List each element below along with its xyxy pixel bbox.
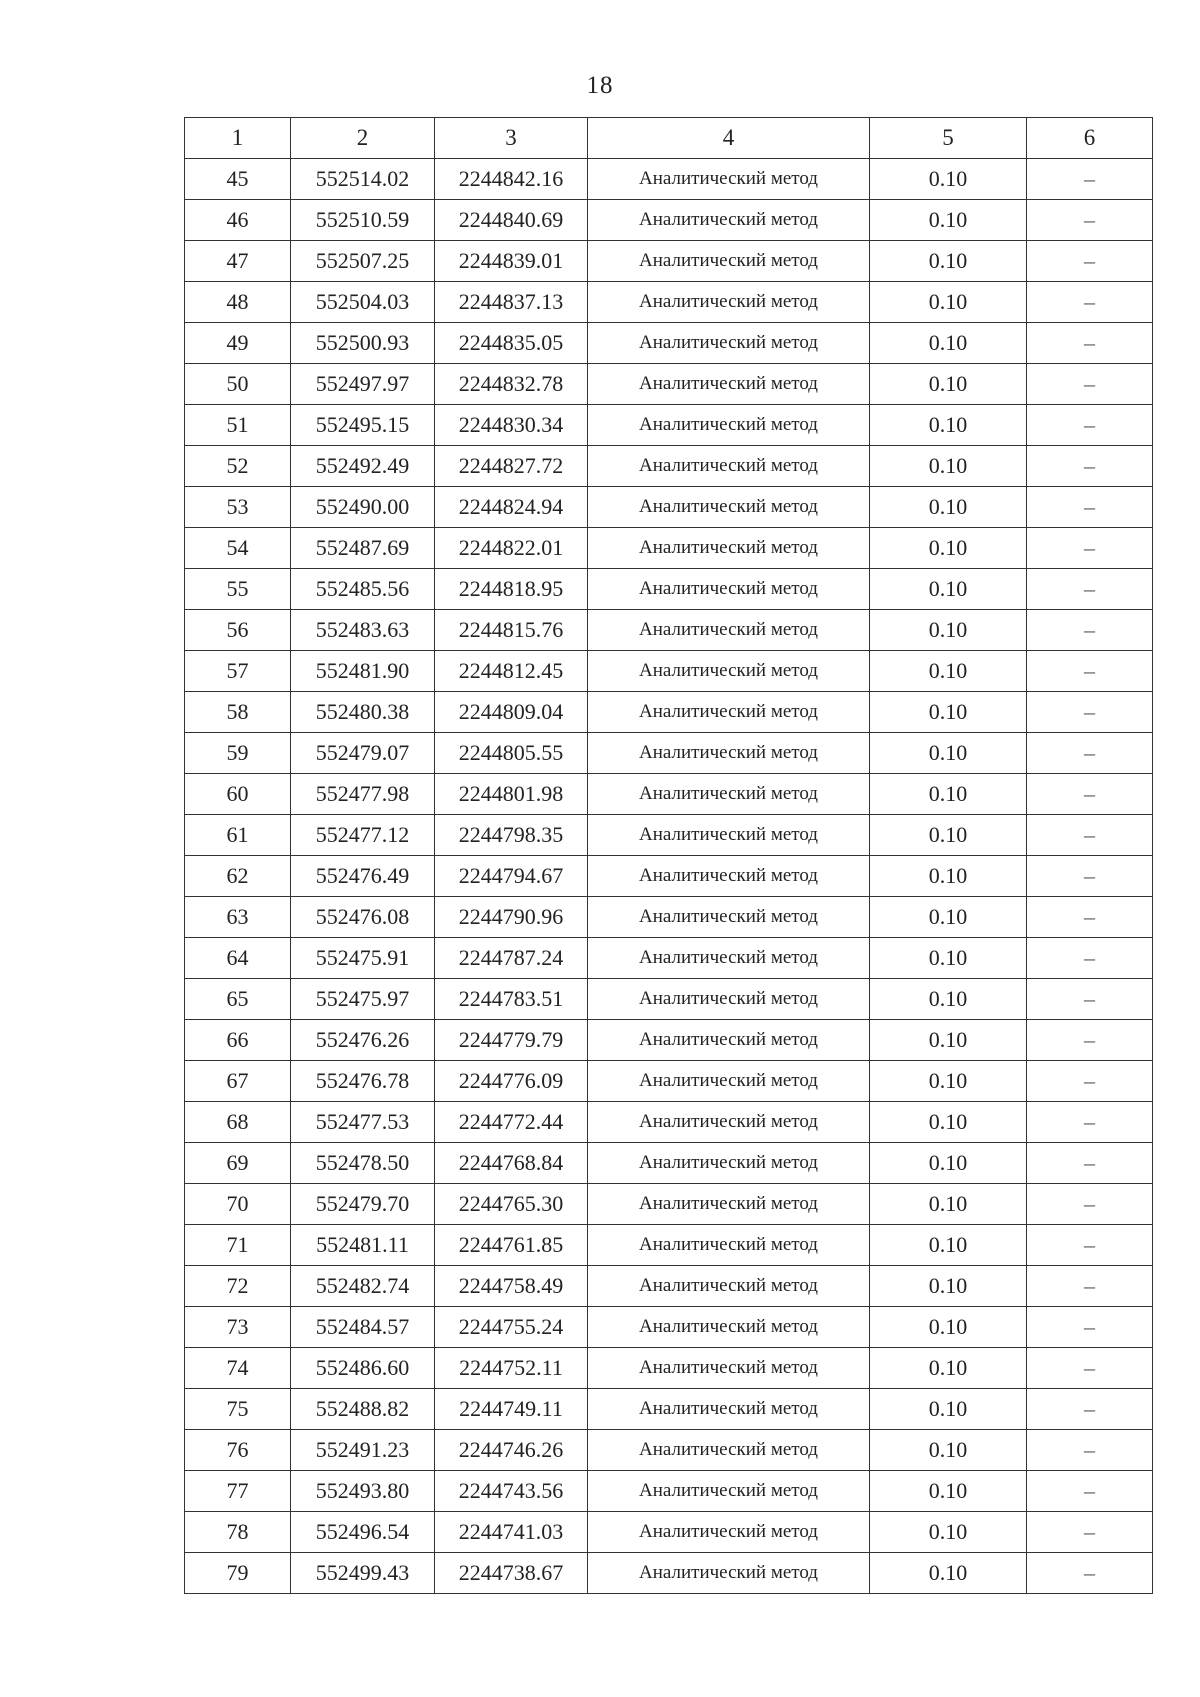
x-coordinate-cell: 552499.43 [291,1553,435,1594]
accuracy-cell: 0.10 [870,815,1027,856]
point-number-cell: 71 [185,1225,291,1266]
y-coordinate-cell: 2244837.13 [435,282,588,323]
x-coordinate-cell: 552492.49 [291,446,435,487]
method-cell: Аналитический метод [588,692,870,733]
method-cell: Аналитический метод [588,200,870,241]
x-coordinate-cell: 552495.15 [291,405,435,446]
x-coordinate-cell: 552485.56 [291,569,435,610]
accuracy-cell: 0.10 [870,200,1027,241]
table-row [185,323,1153,364]
method-cell: Аналитический метод [588,159,870,200]
note-cell: – [1027,446,1153,487]
point-number-cell: 45 [185,159,291,200]
y-coordinate-cell: 2244794.67 [435,856,588,897]
y-coordinate-cell: 2244818.95 [435,569,588,610]
accuracy-cell: 0.10 [870,241,1027,282]
method-cell: Аналитический метод [588,1184,870,1225]
table-row [185,692,1153,733]
y-coordinate-cell: 2244768.84 [435,1143,588,1184]
y-coordinate-cell: 2244752.11 [435,1348,588,1389]
y-coordinate-cell: 2244822.01 [435,528,588,569]
y-coordinate-cell: 2244772.44 [435,1102,588,1143]
table-row [185,159,1153,200]
point-number-cell: 61 [185,815,291,856]
point-number-cell: 46 [185,200,291,241]
table-row [185,856,1153,897]
method-cell: Аналитический метод [588,405,870,446]
table-row [185,1430,1153,1471]
y-coordinate-cell: 2244776.09 [435,1061,588,1102]
note-cell: – [1027,1307,1153,1348]
accuracy-cell: 0.10 [870,1102,1027,1143]
note-cell: – [1027,1020,1153,1061]
column-header-3: 3 [435,118,588,159]
note-cell: – [1027,1061,1153,1102]
method-cell: Аналитический метод [588,528,870,569]
note-cell: – [1027,815,1153,856]
table-row [185,1307,1153,1348]
point-number-cell: 64 [185,938,291,979]
table-row [185,1020,1153,1061]
note-cell: – [1027,1348,1153,1389]
accuracy-cell: 0.10 [870,1266,1027,1307]
x-coordinate-cell: 552480.38 [291,692,435,733]
point-number-cell: 76 [185,1430,291,1471]
accuracy-cell: 0.10 [870,1389,1027,1430]
point-number-cell: 54 [185,528,291,569]
method-cell: Аналитический метод [588,897,870,938]
y-coordinate-cell: 2244835.05 [435,323,588,364]
x-coordinate-cell: 552514.02 [291,159,435,200]
accuracy-cell: 0.10 [870,1225,1027,1266]
note-cell: – [1027,1512,1153,1553]
y-coordinate-cell: 2244824.94 [435,487,588,528]
y-coordinate-cell: 2244801.98 [435,774,588,815]
note-cell: – [1027,733,1153,774]
accuracy-cell: 0.10 [870,774,1027,815]
table-row [185,1389,1153,1430]
point-number-cell: 67 [185,1061,291,1102]
point-number-cell: 52 [185,446,291,487]
y-coordinate-cell: 2244738.67 [435,1553,588,1594]
method-cell: Аналитический метод [588,487,870,528]
y-coordinate-cell: 2244840.69 [435,200,588,241]
note-cell: – [1027,774,1153,815]
x-coordinate-cell: 552477.12 [291,815,435,856]
table-row [185,528,1153,569]
y-coordinate-cell: 2244758.49 [435,1266,588,1307]
point-number-cell: 77 [185,1471,291,1512]
method-cell: Аналитический метод [588,1553,870,1594]
method-cell: Аналитический метод [588,241,870,282]
method-cell: Аналитический метод [588,1020,870,1061]
table-row [185,1061,1153,1102]
accuracy-cell: 0.10 [870,1348,1027,1389]
x-coordinate-cell: 552475.91 [291,938,435,979]
method-cell: Аналитический метод [588,364,870,405]
point-number-cell: 79 [185,1553,291,1594]
accuracy-cell: 0.10 [870,1307,1027,1348]
note-cell: – [1027,897,1153,938]
x-coordinate-cell: 552483.63 [291,610,435,651]
point-number-cell: 63 [185,897,291,938]
note-cell: – [1027,1553,1153,1594]
point-number-cell: 62 [185,856,291,897]
method-cell: Аналитический метод [588,1348,870,1389]
method-cell: Аналитический метод [588,774,870,815]
accuracy-cell: 0.10 [870,938,1027,979]
method-cell: Аналитический метод [588,1307,870,1348]
table-row [185,979,1153,1020]
y-coordinate-cell: 2244790.96 [435,897,588,938]
table-row [185,1266,1153,1307]
x-coordinate-cell: 552507.25 [291,241,435,282]
accuracy-cell: 0.10 [870,979,1027,1020]
note-cell: – [1027,528,1153,569]
accuracy-cell: 0.10 [870,364,1027,405]
x-coordinate-cell: 552481.11 [291,1225,435,1266]
point-number-cell: 57 [185,651,291,692]
y-coordinate-cell: 2244812.45 [435,651,588,692]
method-cell: Аналитический метод [588,815,870,856]
x-coordinate-cell: 552486.60 [291,1348,435,1389]
accuracy-cell: 0.10 [870,1061,1027,1102]
x-coordinate-cell: 552481.90 [291,651,435,692]
point-number-cell: 49 [185,323,291,364]
method-cell: Аналитический метод [588,569,870,610]
point-number-cell: 73 [185,1307,291,1348]
method-cell: Аналитический метод [588,1430,870,1471]
y-coordinate-cell: 2244787.24 [435,938,588,979]
point-number-cell: 53 [185,487,291,528]
method-cell: Аналитический метод [588,446,870,487]
point-number-cell: 50 [185,364,291,405]
accuracy-cell: 0.10 [870,1471,1027,1512]
method-cell: Аналитический метод [588,1225,870,1266]
note-cell: – [1027,1266,1153,1307]
accuracy-cell: 0.10 [870,405,1027,446]
table-row [185,1553,1153,1594]
x-coordinate-cell: 552510.59 [291,200,435,241]
note-cell: – [1027,282,1153,323]
point-number-cell: 60 [185,774,291,815]
y-coordinate-cell: 2244765.30 [435,1184,588,1225]
point-number-cell: 74 [185,1348,291,1389]
point-number-cell: 51 [185,405,291,446]
table-row [185,1225,1153,1266]
table-row [185,364,1153,405]
table-row [185,1348,1153,1389]
method-cell: Аналитический метод [588,282,870,323]
accuracy-cell: 0.10 [870,282,1027,323]
x-coordinate-cell: 552477.53 [291,1102,435,1143]
y-coordinate-cell: 2244749.11 [435,1389,588,1430]
point-number-cell: 66 [185,1020,291,1061]
page-number: 18 [586,72,614,99]
note-cell: – [1027,364,1153,405]
point-number-cell: 75 [185,1389,291,1430]
method-cell: Аналитический метод [588,1143,870,1184]
table-row [185,241,1153,282]
accuracy-cell: 0.10 [870,897,1027,938]
table-row [185,569,1153,610]
accuracy-cell: 0.10 [870,692,1027,733]
column-header-6: 6 [1027,118,1153,159]
y-coordinate-cell: 2244741.03 [435,1512,588,1553]
accuracy-cell: 0.10 [870,733,1027,774]
method-cell: Аналитический метод [588,1471,870,1512]
accuracy-cell: 0.10 [870,1184,1027,1225]
column-header-5: 5 [870,118,1027,159]
note-cell: – [1027,651,1153,692]
y-coordinate-cell: 2244755.24 [435,1307,588,1348]
table-row [185,651,1153,692]
column-header-1: 1 [185,118,291,159]
table-row [185,446,1153,487]
method-cell: Аналитический метод [588,856,870,897]
table-row [185,897,1153,938]
note-cell: – [1027,610,1153,651]
y-coordinate-cell: 2244743.56 [435,1471,588,1512]
accuracy-cell: 0.10 [870,856,1027,897]
y-coordinate-cell: 2244827.72 [435,446,588,487]
table-row [185,1143,1153,1184]
y-coordinate-cell: 2244809.04 [435,692,588,733]
table-row [185,405,1153,446]
method-cell: Аналитический метод [588,651,870,692]
method-cell: Аналитический метод [588,1389,870,1430]
x-coordinate-cell: 552490.00 [291,487,435,528]
table-row [185,1184,1153,1225]
point-number-cell: 58 [185,692,291,733]
accuracy-cell: 0.10 [870,159,1027,200]
accuracy-cell: 0.10 [870,1020,1027,1061]
y-coordinate-cell: 2244842.16 [435,159,588,200]
y-coordinate-cell: 2244832.78 [435,364,588,405]
point-number-cell: 48 [185,282,291,323]
point-number-cell: 69 [185,1143,291,1184]
point-number-cell: 72 [185,1266,291,1307]
method-cell: Аналитический метод [588,1102,870,1143]
method-cell: Аналитический метод [588,1061,870,1102]
note-cell: – [1027,159,1153,200]
table-row [185,200,1153,241]
y-coordinate-cell: 2244815.76 [435,610,588,651]
note-cell: – [1027,1184,1153,1225]
y-coordinate-cell: 2244839.01 [435,241,588,282]
table-row [185,774,1153,815]
method-cell: Аналитический метод [588,323,870,364]
x-coordinate-cell: 552500.93 [291,323,435,364]
x-coordinate-cell: 552475.97 [291,979,435,1020]
note-cell: – [1027,856,1153,897]
x-coordinate-cell: 552488.82 [291,1389,435,1430]
x-coordinate-cell: 552478.50 [291,1143,435,1184]
x-coordinate-cell: 552496.54 [291,1512,435,1553]
table-header [185,118,1153,159]
note-cell: – [1027,569,1153,610]
point-number-cell: 59 [185,733,291,774]
table-row [185,1102,1153,1143]
note-cell: – [1027,979,1153,1020]
table-row [185,815,1153,856]
x-coordinate-cell: 552479.70 [291,1184,435,1225]
x-coordinate-cell: 552504.03 [291,282,435,323]
accuracy-cell: 0.10 [870,528,1027,569]
method-cell: Аналитический метод [588,979,870,1020]
point-number-cell: 68 [185,1102,291,1143]
note-cell: – [1027,405,1153,446]
accuracy-cell: 0.10 [870,1430,1027,1471]
accuracy-cell: 0.10 [870,323,1027,364]
table-body [185,159,1153,1594]
accuracy-cell: 0.10 [870,487,1027,528]
x-coordinate-cell: 552476.49 [291,856,435,897]
x-coordinate-cell: 552491.23 [291,1430,435,1471]
accuracy-cell: 0.10 [870,569,1027,610]
point-number-cell: 56 [185,610,291,651]
point-number-cell: 47 [185,241,291,282]
note-cell: – [1027,938,1153,979]
point-number-cell: 55 [185,569,291,610]
note-cell: – [1027,1389,1153,1430]
y-coordinate-cell: 2244783.51 [435,979,588,1020]
method-cell: Аналитический метод [588,1266,870,1307]
point-number-cell: 70 [185,1184,291,1225]
x-coordinate-cell: 552482.74 [291,1266,435,1307]
method-cell: Аналитический метод [588,938,870,979]
method-cell: Аналитический метод [588,1512,870,1553]
accuracy-cell: 0.10 [870,446,1027,487]
note-cell: – [1027,1225,1153,1266]
note-cell: – [1027,692,1153,733]
column-header-2: 2 [291,118,435,159]
note-cell: – [1027,487,1153,528]
point-number-cell: 78 [185,1512,291,1553]
accuracy-cell: 0.10 [870,1143,1027,1184]
note-cell: – [1027,323,1153,364]
note-cell: – [1027,1430,1153,1471]
x-coordinate-cell: 552497.97 [291,364,435,405]
table-row [185,610,1153,651]
method-cell: Аналитический метод [588,610,870,651]
table-row [185,282,1153,323]
y-coordinate-cell: 2244779.79 [435,1020,588,1061]
x-coordinate-cell: 552487.69 [291,528,435,569]
note-cell: – [1027,1143,1153,1184]
table-row [185,938,1153,979]
method-cell: Аналитический метод [588,733,870,774]
x-coordinate-cell: 552484.57 [291,1307,435,1348]
accuracy-cell: 0.10 [870,1553,1027,1594]
table-row [185,1471,1153,1512]
x-coordinate-cell: 552476.78 [291,1061,435,1102]
table-row [185,487,1153,528]
table-row [185,733,1153,774]
accuracy-cell: 0.10 [870,610,1027,651]
table-header-row [185,118,1153,159]
x-coordinate-cell: 552477.98 [291,774,435,815]
note-cell: – [1027,1471,1153,1512]
y-coordinate-cell: 2244746.26 [435,1430,588,1471]
table-row [185,1512,1153,1553]
y-coordinate-cell: 2244805.55 [435,733,588,774]
accuracy-cell: 0.10 [870,651,1027,692]
y-coordinate-cell: 2244830.34 [435,405,588,446]
coordinates-table [184,117,1153,1594]
column-header-4: 4 [588,118,870,159]
note-cell: – [1027,241,1153,282]
note-cell: – [1027,1102,1153,1143]
x-coordinate-cell: 552493.80 [291,1471,435,1512]
y-coordinate-cell: 2244761.85 [435,1225,588,1266]
note-cell: – [1027,200,1153,241]
y-coordinate-cell: 2244798.35 [435,815,588,856]
x-coordinate-cell: 552479.07 [291,733,435,774]
x-coordinate-cell: 552476.08 [291,897,435,938]
point-number-cell: 65 [185,979,291,1020]
accuracy-cell: 0.10 [870,1512,1027,1553]
x-coordinate-cell: 552476.26 [291,1020,435,1061]
